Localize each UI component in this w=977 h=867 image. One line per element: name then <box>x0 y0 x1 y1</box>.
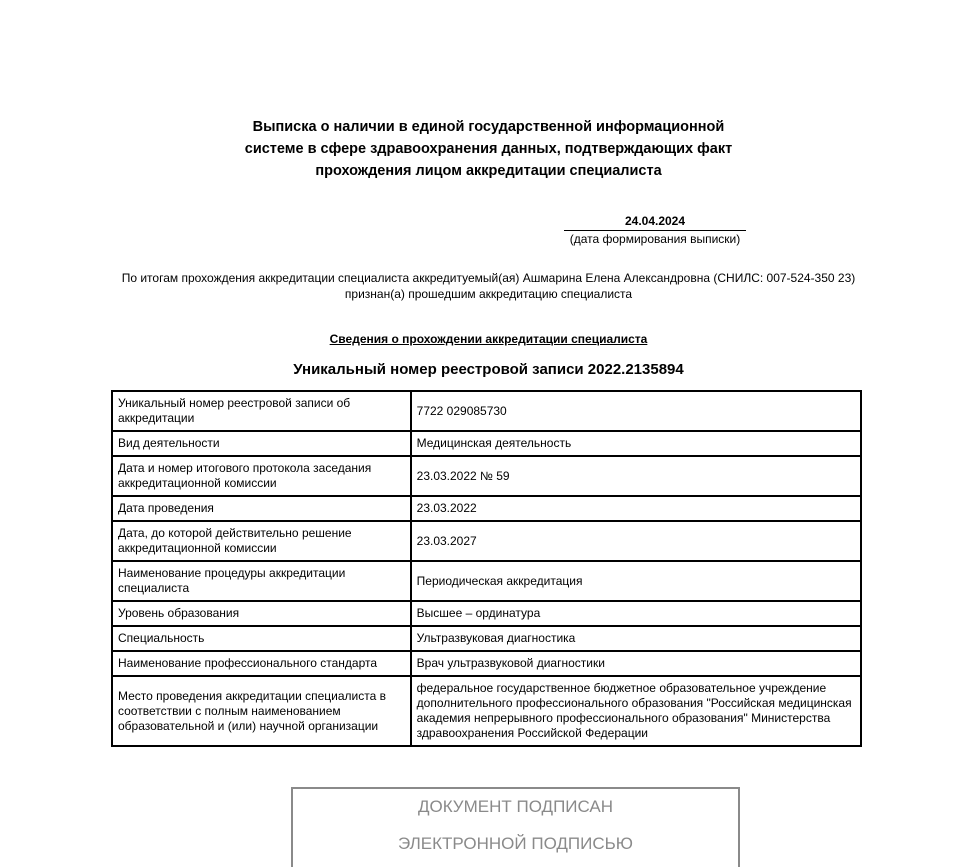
table-row <box>112 676 861 746</box>
row-value: федеральное государственное бюджетное образовательное учреждение дополнительного профессионального образования "Российская медицинская академия непрерывного профессионального образования" Министерства здравоохранения Российской Федерации <box>411 676 861 746</box>
row-value: Медицинская деятельность <box>411 431 861 456</box>
document-title <box>0 116 977 182</box>
row-label: Уровень образования <box>112 601 411 626</box>
row-label: Уникальный номер реестровой записи об аккредитации <box>112 391 411 431</box>
issue-date: 24.04.2024 <box>564 214 746 231</box>
row-value: Ультразвуковая диагностика <box>411 626 861 651</box>
table-row <box>112 561 861 601</box>
table-row <box>112 601 861 626</box>
table-row <box>112 391 861 431</box>
row-value: Периодическая аккредитация <box>411 561 861 601</box>
row-label: Вид деятельности <box>112 431 411 456</box>
table-row <box>112 431 861 456</box>
table-row <box>112 456 861 496</box>
row-label: Наименование процедуры аккредитации специалиста <box>112 561 411 601</box>
row-value: 23.03.2022 № 59 <box>411 456 861 496</box>
intro-text: По итогам прохождения аккредитации специалиста аккредитуемый(ая) Ашмарина Елена Александровна (СНИЛС: 007-524-350 23) признан(а) прошедшим аккредитацию специалиста <box>121 271 856 301</box>
row-label: Дата, до которой действительно решение аккредитационной комиссии <box>112 521 411 561</box>
row-value: 23.03.2022 <box>411 496 861 521</box>
title-line: прохождения лицом аккредитации специалиста <box>315 163 662 179</box>
row-value: Высшее – ординатура <box>411 601 861 626</box>
row-label: Наименование профессионального стандарта <box>112 651 411 676</box>
title-line: Выписка о наличии в единой государственной информационной <box>252 119 725 135</box>
row-label: Специальность <box>112 626 411 651</box>
issue-date-block <box>564 214 746 247</box>
stamp-line: ДОКУМЕНТ ПОДПИСАН <box>417 797 614 816</box>
table-row <box>112 521 861 561</box>
title-line: системе в сфере здравоохранения данных, подтверждающих факт <box>244 141 733 157</box>
row-label: Дата проведения <box>112 496 411 521</box>
table-row <box>112 496 861 521</box>
section-title: Сведения о прохождении аккредитации специалиста <box>329 332 648 346</box>
row-label: Место проведения аккредитации специалиста в соответствии с полным наименованием образовательной и (или) научной организации <box>112 676 411 746</box>
table-row <box>112 626 861 651</box>
stamp-line: ЭЛЕКТРОННОЙ ПОДПИСЬЮ <box>398 834 633 853</box>
issue-date-caption: (дата формирования выписки) <box>569 232 741 246</box>
row-value: 7722 029085730 <box>411 391 861 431</box>
row-value: 23.03.2027 <box>411 521 861 561</box>
e-signature-stamp <box>291 787 740 867</box>
row-label: Дата и номер итогового протокола заседания аккредитационной комиссии <box>112 456 411 496</box>
table-row <box>112 651 861 676</box>
accreditation-table <box>111 390 862 747</box>
record-number-title: Уникальный номер реестровой записи 2022.2135894 <box>293 361 684 378</box>
row-value: Врач ультразвуковой диагностики <box>411 651 861 676</box>
